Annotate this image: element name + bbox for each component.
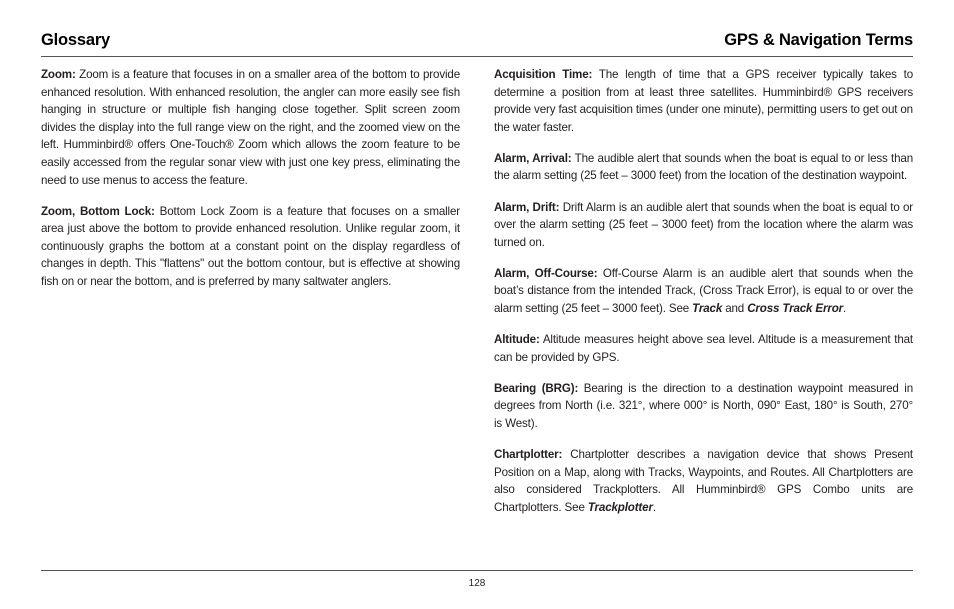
- glossary-entry-bearing: [494, 380, 913, 433]
- left-column: [41, 66, 460, 304]
- definition-zoom-bottom-lock: Bottom Lock Zoom is a feature that focuses on a smaller area just above the bottom to provide enhanced resolution. Unlike regular zoom, it continuously graphs the bottom at a constant point on the display regardless of changes in depth. This "flattens" out the bottom contour, but is effective at showing fish on or near the bottom, and is preferred by many saltwater anglers.: [41, 204, 460, 289]
- definition-zoom: Zoom is a feature that focuses in on a smaller area of the bottom to provide enhanced resolution. With enhanced resolution, the angler can more easily see fish hanging in structure or multiple fish hanging close together. Split screen zoom divides the display into the full range view on the right, and the zoomed view on the left. Humminbird® offers One-Touch® Zoom which allows the zoom feature to be easily accessed from the regular sonar view with just one key press, eliminating the need to use menus to access the feature.: [41, 68, 460, 187]
- glossary-entry-zoom: [41, 66, 460, 189]
- definition-alarm-drift: Drift Alarm is an audible alert that sounds when the boat is equal to or over the alarm setting (25 feet – 3000 feet) from the location where the alarm was turned on.: [494, 200, 913, 249]
- term-acquisition-time: Acquisition Time:: [494, 68, 593, 81]
- section-title-gps-navigation: GPS & Navigation Terms: [724, 31, 913, 49]
- section-title-glossary: Glossary: [41, 31, 111, 49]
- term-altitude: Altitude:: [494, 333, 540, 347]
- page-number: 128: [468, 578, 486, 589]
- term-alarm-off-course: Alarm, Off-Course:: [494, 266, 598, 280]
- term-alarm-arrival: Alarm, Arrival:: [494, 151, 572, 165]
- right-column: [494, 66, 913, 530]
- term-bearing: Bearing (BRG):: [494, 381, 579, 395]
- glossary-entry-zoom-bottom-lock: [41, 203, 460, 291]
- definition-altitude: Altitude measures height above sea level. Altitude is a measurement that can be provided by GPS.: [494, 333, 913, 364]
- period: .: [652, 500, 656, 514]
- term-alarm-drift: Alarm, Drift:: [494, 200, 560, 214]
- term-zoom-bottom-lock: Zoom, Bottom Lock:: [41, 204, 155, 218]
- header-divider: [41, 56, 913, 57]
- cross-reference-trackplotter[interactable]: Trackplotter: [587, 500, 653, 514]
- term-zoom: Zoom:: [41, 68, 76, 81]
- glossary-entry-alarm-off-course: [494, 265, 913, 318]
- definition-alarm-off-course: Off-Course Alarm is an audible alert that sounds when the boat’s distance from the intended Track, (Cross Track Error), is equal to or over the alarm setting (25 feet – 3000 feet). See: [494, 266, 914, 316]
- definition-alarm-arrival: The audible alert that sounds when the boat is equal to or less than the alarm setting (25 feet – 3000 feet) from the location of the destination waypoint.: [494, 151, 913, 183]
- period: .: [843, 302, 847, 316]
- glossary-entry-alarm-arrival: [494, 150, 913, 185]
- glossary-entry-alarm-drift: [494, 199, 913, 252]
- term-chartplotter: Chartplotter:: [494, 448, 563, 462]
- glossary-entry-altitude: [494, 331, 913, 366]
- cross-reference-cross-track-error[interactable]: Cross Track Error: [747, 302, 844, 316]
- conjunction-text: and: [722, 302, 748, 316]
- cross-reference-track[interactable]: Track: [692, 302, 723, 316]
- definition-acquisition-time: The length of time that a GPS receiver typically takes to determine a position from at least three satellites. Humminbird® GPS receivers provide very fast acquisition times (under one minute), permitting users to get out on the water faster.: [494, 68, 913, 134]
- footer-divider: [41, 570, 913, 571]
- glossary-entry-chartplotter: [494, 446, 913, 516]
- glossary-entry-acquisition-time: [494, 66, 913, 136]
- definition-bearing: Bearing is the direction to a destination waypoint measured in degrees from North (i.e. 321°, where 000° is North, 090° East, 180° is South, 270° is West).: [494, 381, 913, 430]
- definition-chartplotter: Chartplotter describes a navigation device that shows Present Position on a Map, along with Tracks, Waypoints, and Routes. All Chartplotters are also considered Trackplotters. All Humminbird® GPS Combo units are Chartplotters. See: [494, 448, 913, 514]
